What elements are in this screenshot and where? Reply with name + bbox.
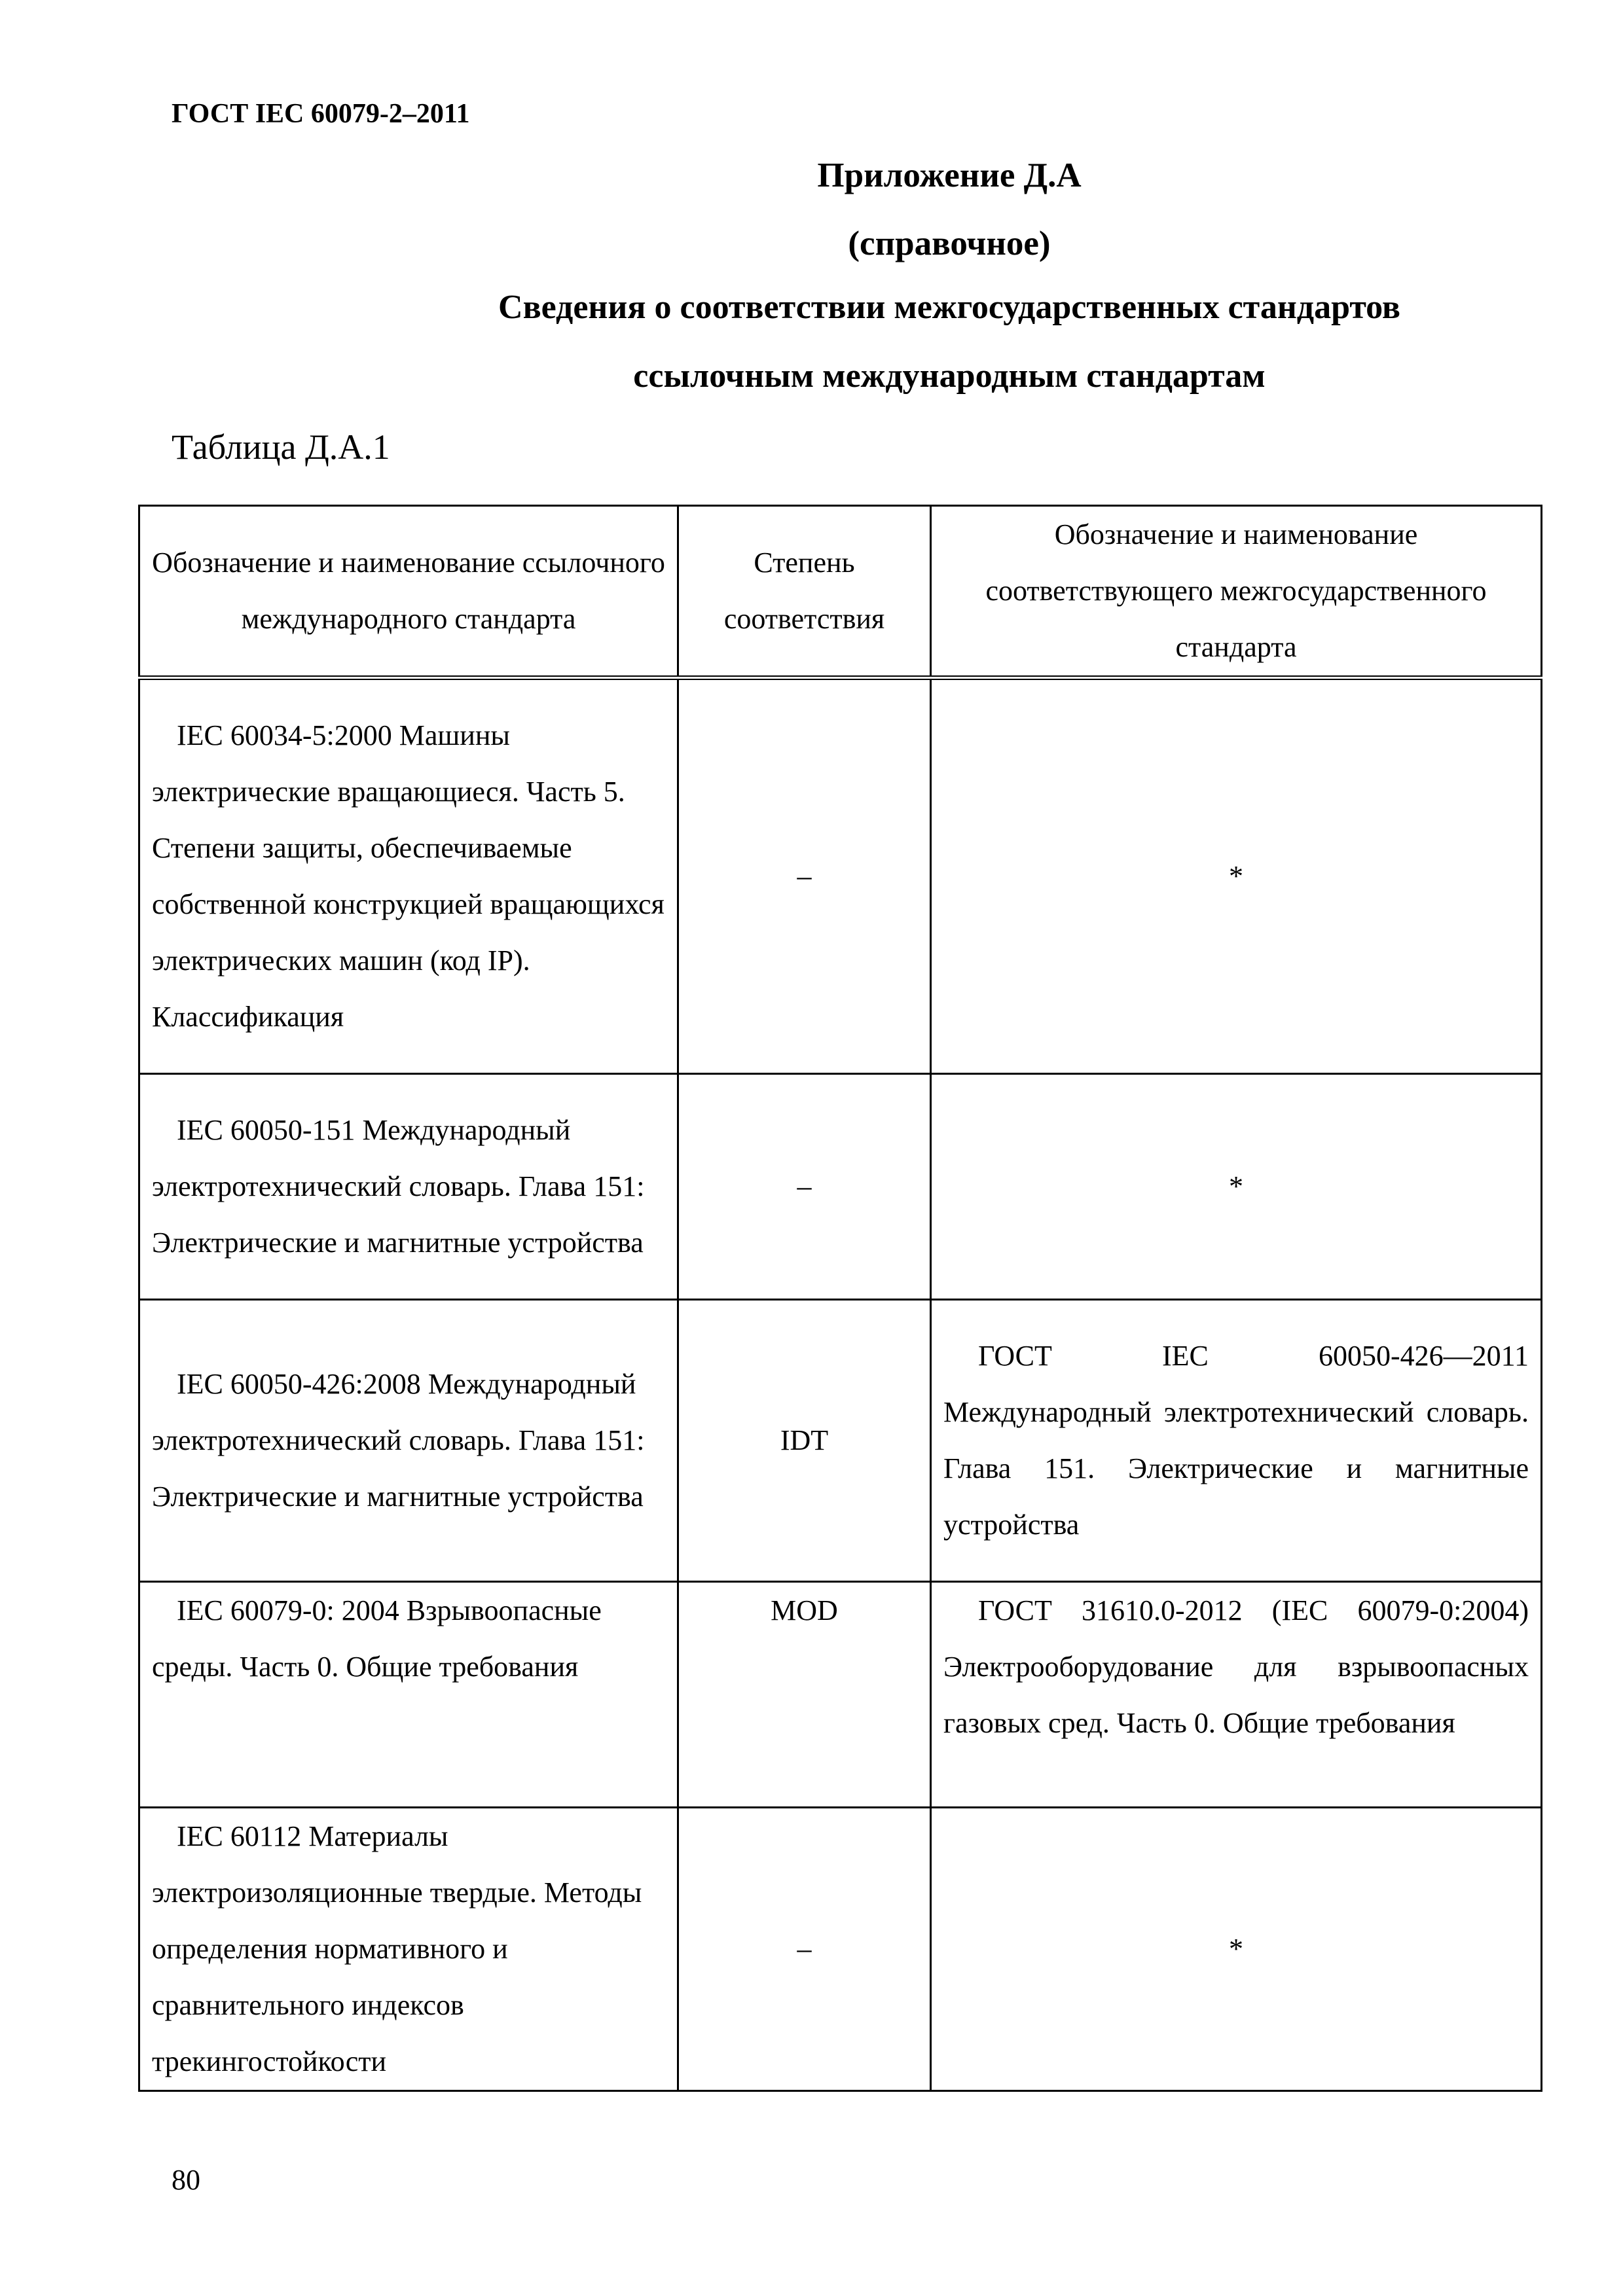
table-header-row <box>139 506 1542 678</box>
national-standard-cell: ГОСТ 31610.0-2012 (IEC 60079-0:2004) Электрооборудование для взрывоопасных газовых сред. Часть 0. Общие требования <box>931 1582 1542 1808</box>
national-standard-cell: * <box>931 1074 1542 1300</box>
correspondence-table <box>138 505 1542 2092</box>
international-standard-cell: IEC 60112 Материалы электроизоляционные твердые. Методы определения нормативного и сравнительного индексов трекингостойкости <box>139 1808 678 2091</box>
degree-cell: MOD <box>678 1582 931 1808</box>
national-standard-cell: * <box>931 678 1542 1074</box>
appendix-heading-line2: ссылочным международным стандартам <box>633 357 1266 395</box>
appendix-heading-line1: Сведения о соответствии межгосударственных стандартов <box>498 289 1400 326</box>
international-standard-cell: IEC 60050-151 Международный электротехнический словарь. Глава 151: Электрические и магнитные устройства <box>139 1074 678 1300</box>
degree-cell: – <box>678 678 931 1074</box>
appendix-subtitle: (справочное) <box>848 224 1051 262</box>
page-number: 80 <box>172 2164 200 2196</box>
table-row <box>139 1074 1542 1300</box>
international-standard-cell: IEC 60079-0: 2004 Взрывоопасные среды. Часть 0. Общие требования <box>139 1582 678 1808</box>
column-header-degree: Степень соответствия <box>678 506 931 678</box>
appendix-title: Приложение Д.А <box>817 156 1082 194</box>
degree-cell: – <box>678 1808 931 2091</box>
table-label: Таблица Д.А.1 <box>172 427 390 467</box>
table-row <box>139 1808 1542 2091</box>
international-standard-cell: IEC 60050-426:2008 Международный электротехнический словарь. Глава 151: Электрические и магнитные устройства <box>139 1300 678 1582</box>
national-standard-cell: * <box>931 1808 1542 2091</box>
international-standard-cell: IEC 60034-5:2000 Машины электрические вращающиеся. Часть 5. Степени защиты, обеспечиваемые собственной конструкцией вращающихся электрических машин (код IP). Классификация <box>139 678 678 1074</box>
column-header-national: Обозначение и наименование соответствующего межгосударственного стандарта <box>931 506 1542 678</box>
table-row <box>139 678 1542 1074</box>
degree-cell: IDT <box>678 1300 931 1582</box>
document-code: ГОСТ IEC 60079-2–2011 <box>172 99 470 129</box>
column-header-international: Обозначение и наименование ссылочного международного стандарта <box>139 506 678 678</box>
national-standard-cell: ГОСТ IEC 60050-426—2011 Международный электротехнический словарь. Глава 151. Электрические и магнитные устройства <box>931 1300 1542 1582</box>
table-row <box>139 1582 1542 1808</box>
degree-cell: – <box>678 1074 931 1300</box>
table-row <box>139 1300 1542 1582</box>
